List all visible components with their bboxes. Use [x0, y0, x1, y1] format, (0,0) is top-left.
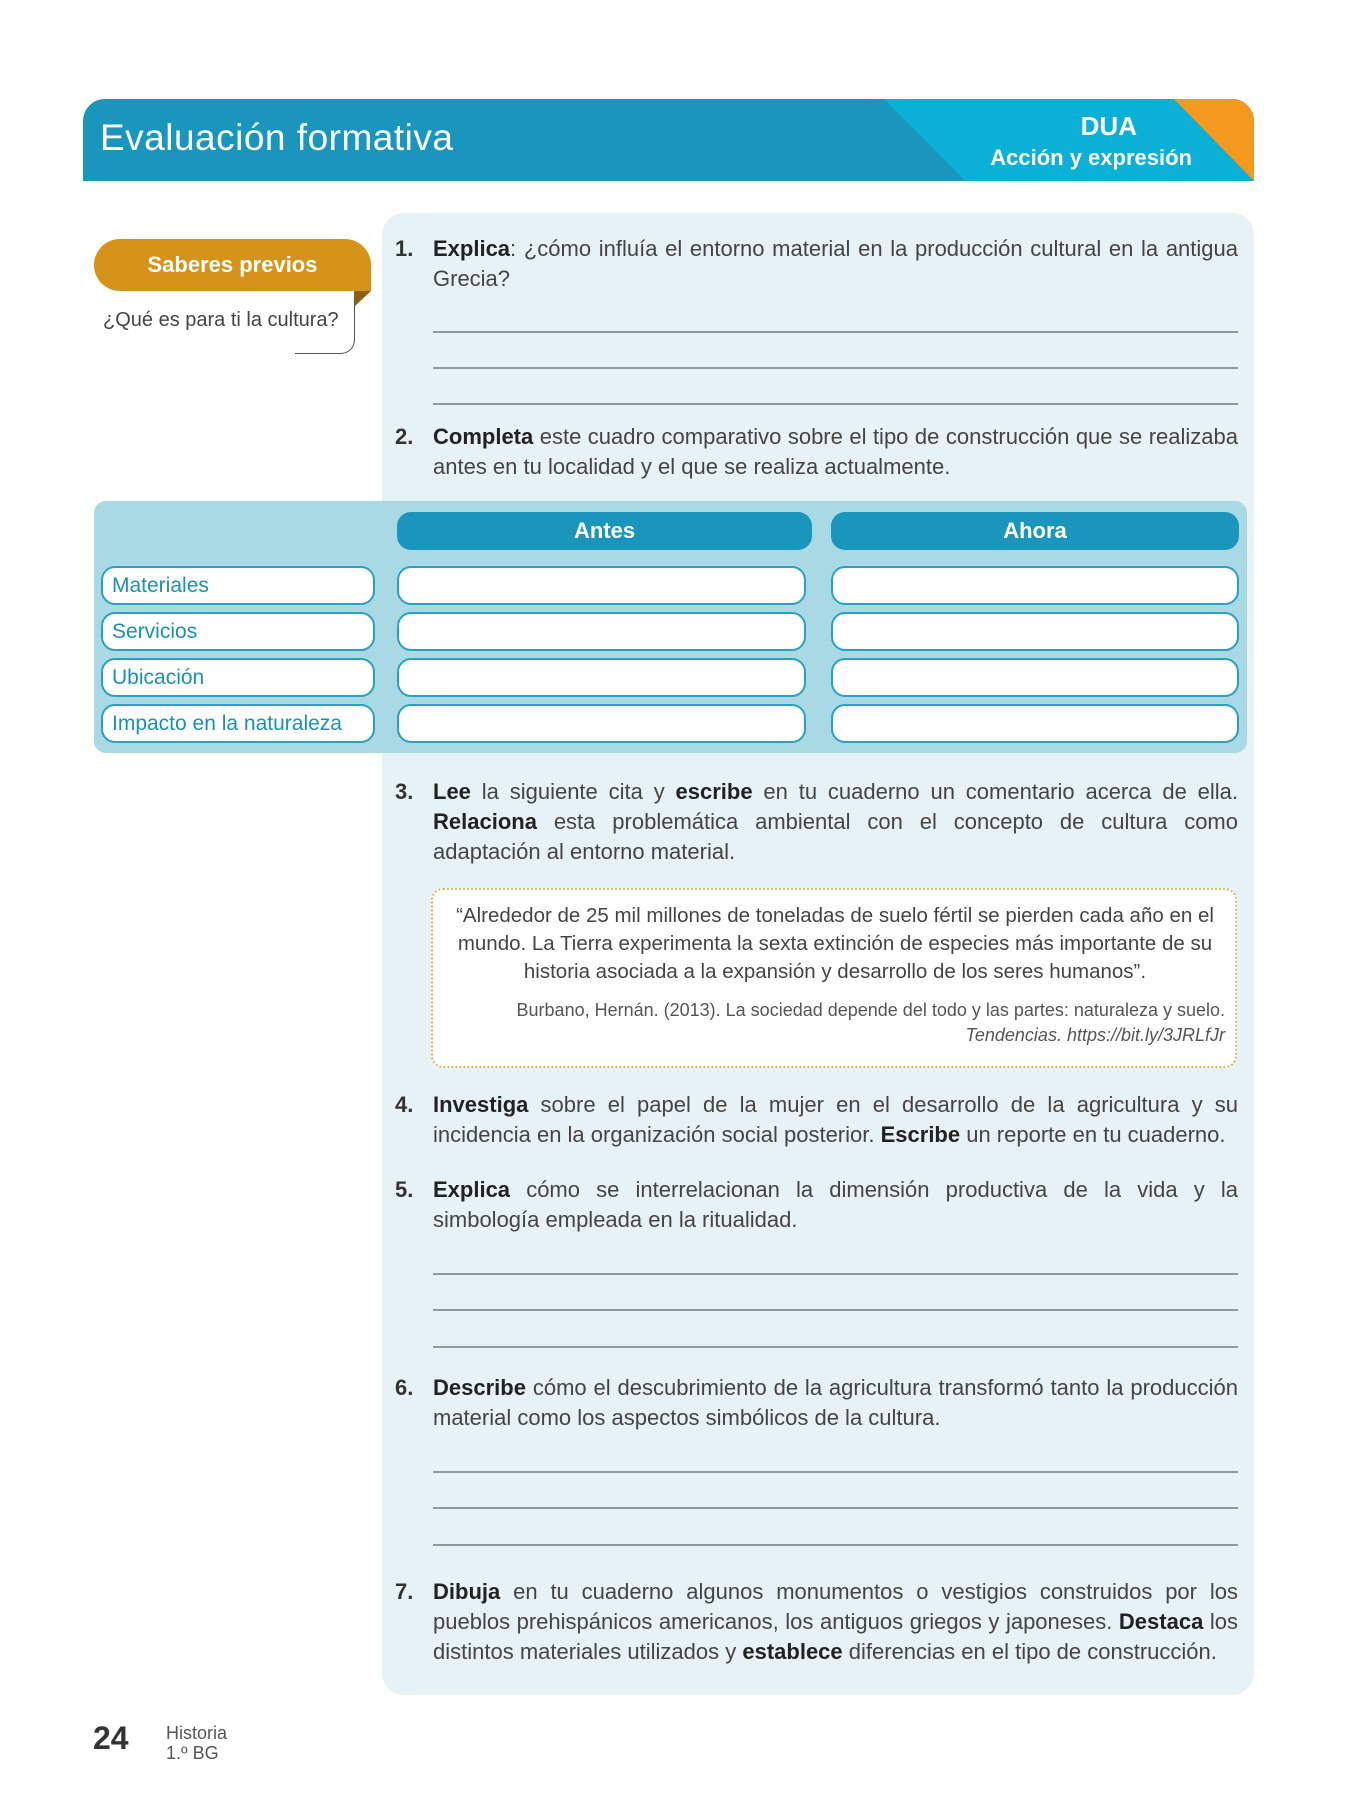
question-4: 4. Investiga sobre el papel de la mujer en el desarrollo de la agricultura y su incidencia en la organización social posterior. Escribe un reporte en tu cuaderno. — [395, 1092, 1238, 1147]
answer-line[interactable] — [433, 1309, 1238, 1311]
question-1: 1. Explica: ¿cómo influía el entorno material en la producción cultural en la antigua Grecia? — [395, 236, 1238, 291]
footer-subject — [166, 1723, 227, 1763]
question-2: 2. Completa este cuadro comparativo sobre el tipo de construcción que se realizaba antes en tu localidad y el que se realiza actualmente. — [395, 424, 1238, 479]
question-7: 7. Dibuja en tu cuaderno algunos monumentos o vestigios construidos por los pueblos prehispánicos americanos, los antiguos griegos y japoneses. Destaca los distintos materiales utilizados y establece diferencias en el tipo de construcción. — [395, 1579, 1238, 1664]
row-label-impacto: Impacto en la naturaleza — [101, 704, 375, 743]
column-header-antes: Antes — [397, 512, 812, 550]
quote-source — [517, 998, 1225, 1048]
cell-servicios-antes[interactable] — [397, 612, 806, 651]
row-label-servicios: Servicios — [101, 612, 375, 651]
cell-ubicacion-ahora[interactable] — [831, 658, 1239, 697]
cell-impacto-ahora[interactable] — [831, 704, 1239, 743]
question-6: 6. Describe cómo el descubrimiento de la agricultura transformó tanto la producción material como los aspectos simbólicos de la cultura. — [395, 1375, 1238, 1430]
cell-impacto-antes[interactable] — [397, 704, 806, 743]
q6-verb: Describe — [433, 1375, 526, 1400]
answer-line[interactable] — [433, 1507, 1238, 1509]
dua-subtitle: Acción y expresión — [990, 145, 1192, 170]
cell-materiales-ahora[interactable] — [831, 566, 1239, 605]
quote-source-line-2: Tendencias. https://bit.ly/3JRLfJr — [965, 1025, 1225, 1045]
page-header — [83, 99, 1254, 181]
column-header-ahora: Ahora — [831, 512, 1239, 550]
footer-grade: 1.º BG — [166, 1743, 219, 1763]
answer-line[interactable] — [433, 1346, 1238, 1348]
row-label-ubicacion: Ubicación — [101, 658, 375, 697]
saberes-previos-tab: Saberes previos — [94, 239, 371, 291]
cell-materiales-antes[interactable] — [397, 566, 806, 605]
row-label-materiales: Materiales — [101, 566, 375, 605]
dua-label: DUA — [1080, 111, 1137, 141]
answer-line[interactable] — [433, 367, 1238, 369]
question-3: 3. Lee la siguiente cita y escribe en tu cuaderno un comentario acerca de ella. Relaciona esta problemática ambiental con el concepto de cultura como adaptación al entorno material. — [395, 779, 1238, 864]
quote-box — [431, 888, 1237, 1068]
answer-line[interactable] — [433, 403, 1238, 405]
answer-line[interactable] — [433, 1273, 1238, 1275]
answer-line[interactable] — [433, 331, 1238, 333]
answer-line[interactable] — [433, 1471, 1238, 1473]
quote-text: “Alrededor de 25 mil millones de toneladas de suelo fértil se pierden cada año en el mundo. La Tierra experimenta la sexta extinción de especies más importante de su historia asociada a la expansión y desarrollo de los seres humanos”. — [456, 904, 1214, 983]
footer-subject-name: Historia — [166, 1723, 228, 1743]
cell-ubicacion-antes[interactable] — [397, 658, 806, 697]
question-5: 5. Explica cómo se interrelacionan la dimensión productiva de la vida y la simbología empleada en la ritualidad. — [395, 1177, 1238, 1232]
q5-verb: Explica — [433, 1177, 511, 1202]
page-title: Evaluación formativa — [100, 117, 454, 158]
q2-verb: Completa — [433, 424, 534, 449]
quote-source-line-1: Burbano, Hernán. (2013). La sociedad depende del todo y las partes: naturaleza y suelo. — [516, 1000, 1225, 1020]
cell-servicios-ahora[interactable] — [831, 612, 1239, 651]
comparison-table — [94, 501, 1247, 753]
saberes-tab-fold — [354, 291, 371, 307]
saberes-question: ¿Qué es para ti la cultura? — [103, 309, 339, 331]
q1-verb: Explica — [433, 236, 511, 261]
answer-line[interactable] — [433, 1544, 1238, 1546]
page-number: 24 — [93, 1720, 129, 1756]
